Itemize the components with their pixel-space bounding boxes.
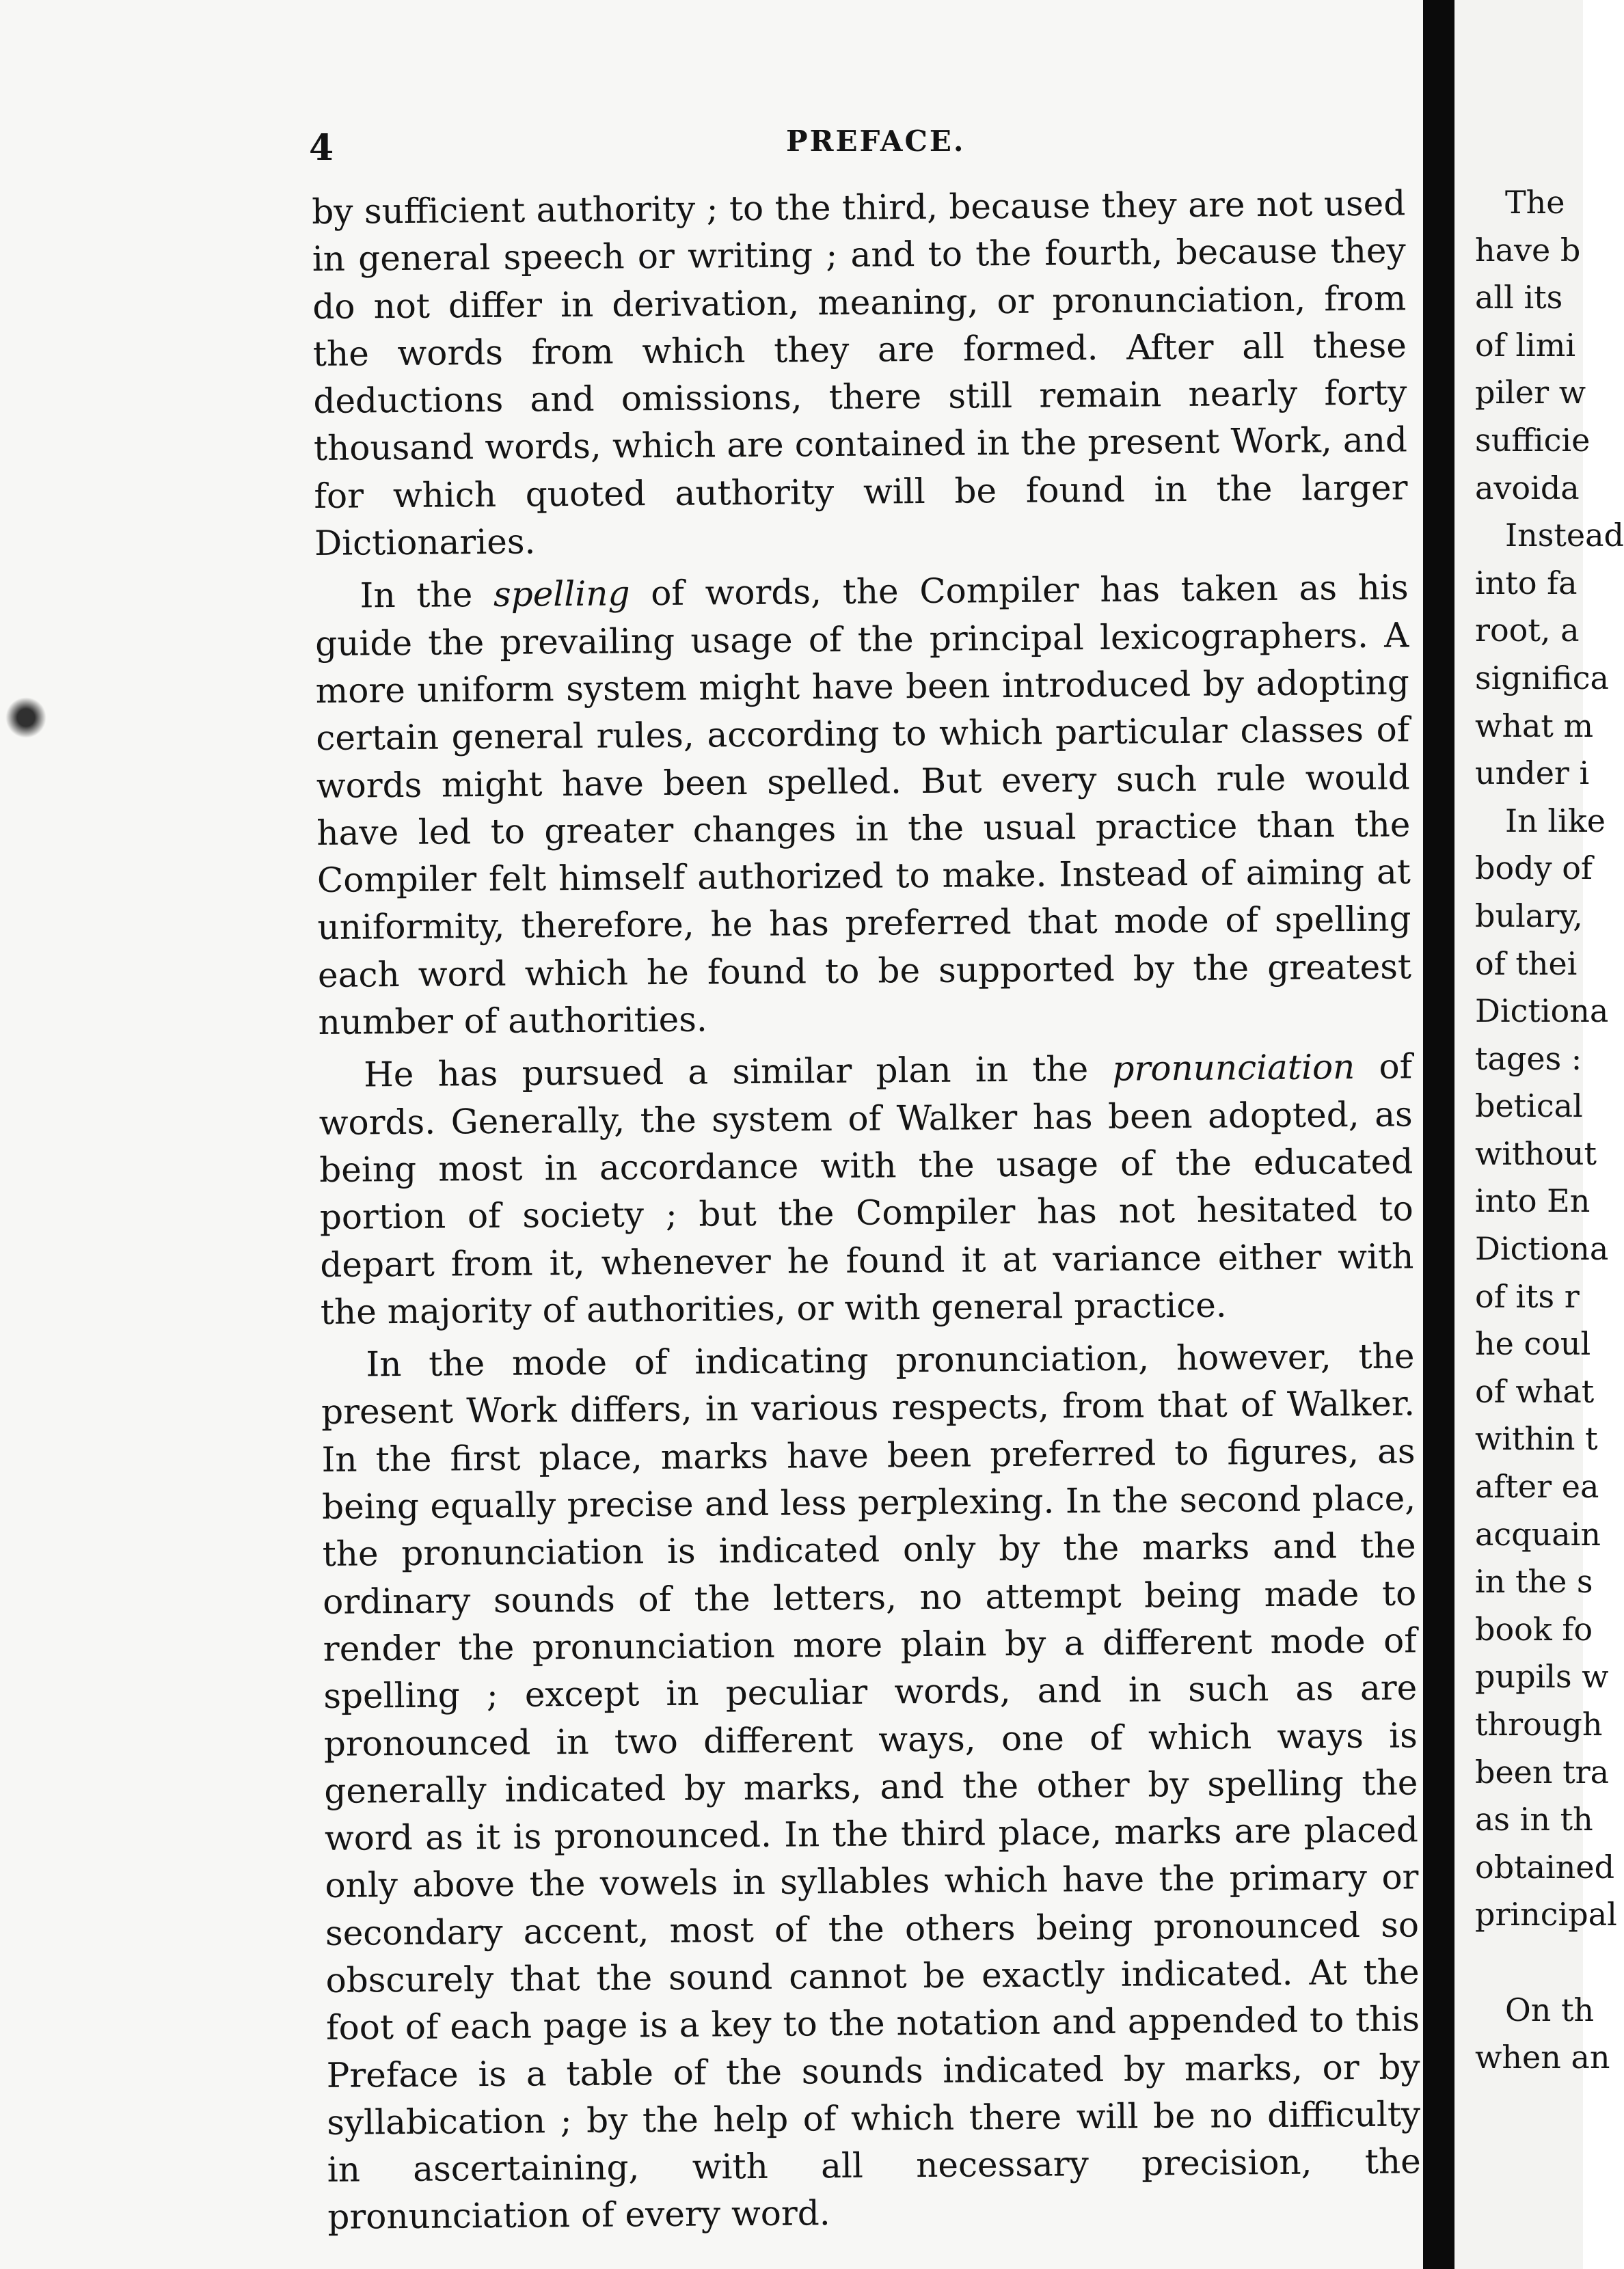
right-page-line: root, a	[1475, 612, 1580, 649]
right-page-line: of thei	[1475, 945, 1578, 982]
body-text	[312, 180, 1422, 2246]
right-page-line: piler w	[1475, 374, 1586, 411]
right-page-line: betical	[1475, 1087, 1583, 1125]
right-page-line: been tra	[1475, 1753, 1610, 1791]
paragraph-2	[314, 565, 1411, 1047]
right-page-line: Instead	[1505, 517, 1624, 554]
right-page-line: The	[1505, 184, 1565, 221]
text-run: of words, the Compiler has taken as his guide the prevailing usage of the principal lexicographers. A more uniform system might have been introduced by adopting certain general rules, according to which particular classes of words might have been spelled. But every such rule would have led to greater changes in the usual practice than the Compiler felt himself authorized to make. Instead of aiming at uniformity, therefore, he has preferred that mode of spelling each word which he found to be supported by the greatest number of authorities.	[315, 567, 1412, 1043]
right-page-line: of its r	[1475, 1277, 1580, 1315]
right-page-line: book fo	[1475, 1610, 1593, 1648]
paragraph-4	[321, 1333, 1421, 2242]
right-page-line: tages :	[1475, 1040, 1582, 1077]
text-run: by sufficient authority ; to the third, because they are not used in general speech or writing ; and to the fourth, because they do not differ in derivation, meaning, or pronunciation, from the words from which they are formed. After all these deductions and omissions, there still remain nearly forty thousand words, which are contained in the present Work, and for which quoted authority will be found in the larger Dictionaries.	[312, 183, 1408, 564]
right-page-line: into En	[1475, 1182, 1591, 1220]
right-page-text	[1475, 179, 1624, 2082]
right-page-line: avoida	[1475, 469, 1580, 506]
right-page-line: through	[1475, 1706, 1603, 1743]
right-page-line: principal	[1475, 1896, 1617, 1933]
right-page-line: obtained	[1475, 1848, 1615, 1886]
right-page-line: of what	[1475, 1372, 1595, 1410]
right-page-line: acquain	[1475, 1515, 1601, 1553]
right-page-line: under i	[1475, 755, 1590, 792]
right-page-line: On th	[1505, 1991, 1595, 2028]
right-page-line: after ea	[1475, 1468, 1599, 1506]
paragraph-1	[312, 180, 1408, 567]
right-page-line: into fa	[1475, 564, 1578, 601]
right-page-line: sufficie	[1475, 421, 1591, 459]
running-head: PREFACE.	[786, 124, 966, 158]
paragraph-3	[319, 1044, 1414, 1336]
page-number: 4	[309, 127, 334, 169]
text-run: He has pursued a similar plan in the	[363, 1049, 1113, 1095]
right-page-line: in the s	[1475, 1563, 1593, 1601]
right-page-line: bulary,	[1475, 897, 1583, 934]
text-run: of words. Generally, the system of Walker has been adopted, as being most in accordance with the usage of the educated portion of society ; but the Compiler has not hesitated to depart from it, whenever he found it at variance either with the majority of authorities, or with general practice.	[319, 1046, 1414, 1332]
right-page-line: significa	[1475, 659, 1609, 696]
right-page-line: as in th	[1475, 1801, 1593, 1838]
right-page-line: Dictiona	[1475, 992, 1609, 1030]
right-page-line: what m	[1475, 707, 1594, 744]
page-header	[301, 116, 1408, 171]
book-gutter	[1423, 0, 1454, 2269]
right-page-line: pupils w	[1475, 1658, 1609, 1696]
right-page-line: all its	[1475, 279, 1563, 316]
text-run: In the	[360, 575, 494, 616]
right-page-line: he coul	[1475, 1325, 1591, 1363]
right-page-line: of limi	[1475, 326, 1576, 364]
right-page-line: without	[1475, 1134, 1597, 1172]
italic-term: spelling	[493, 573, 630, 615]
right-page-line	[1475, 1939, 1591, 1987]
right-page-line: when an	[1475, 2039, 1610, 2076]
right-page-line: have b	[1475, 231, 1581, 269]
edge-smudge	[5, 697, 46, 738]
italic-term: pronunciation	[1112, 1047, 1355, 1089]
right-page-line: In like	[1505, 802, 1606, 839]
right-page-line: Dictiona	[1475, 1230, 1609, 1268]
text-run: In the mode of indicating pronunciation, however, the present Work differs, in various respects, from that of Walker. In the first place, marks have been preferred to figures, as being equally precise and less perplexing. In the second place, the pronunciation is indicated only by the marks and the ordinary sounds of the letters, no attempt being made to render the pronunciation more plain by a different mode of spelling ; except in peculiar words, and in such as are pronounced in two different ways, one of which ways is generally indicated by marks, and the other by spelling the word as it is pronounced. In the third place, marks are placed only above the vowels in syllables which have the primary or secondary accent, most of the others being pronounced so obscurely that the sound cannot be exactly indicated. At the foot of each page is a key to the notation and appended to this Preface is a table of the sounds indicated by marks, or by syllabication ; by the help of which there will be no difficulty in ascertaining, with all necessary precision, the pronunciation of every word.	[321, 1336, 1421, 2238]
right-page-line: within t	[1475, 1420, 1598, 1458]
right-page-line: body of	[1475, 850, 1593, 887]
